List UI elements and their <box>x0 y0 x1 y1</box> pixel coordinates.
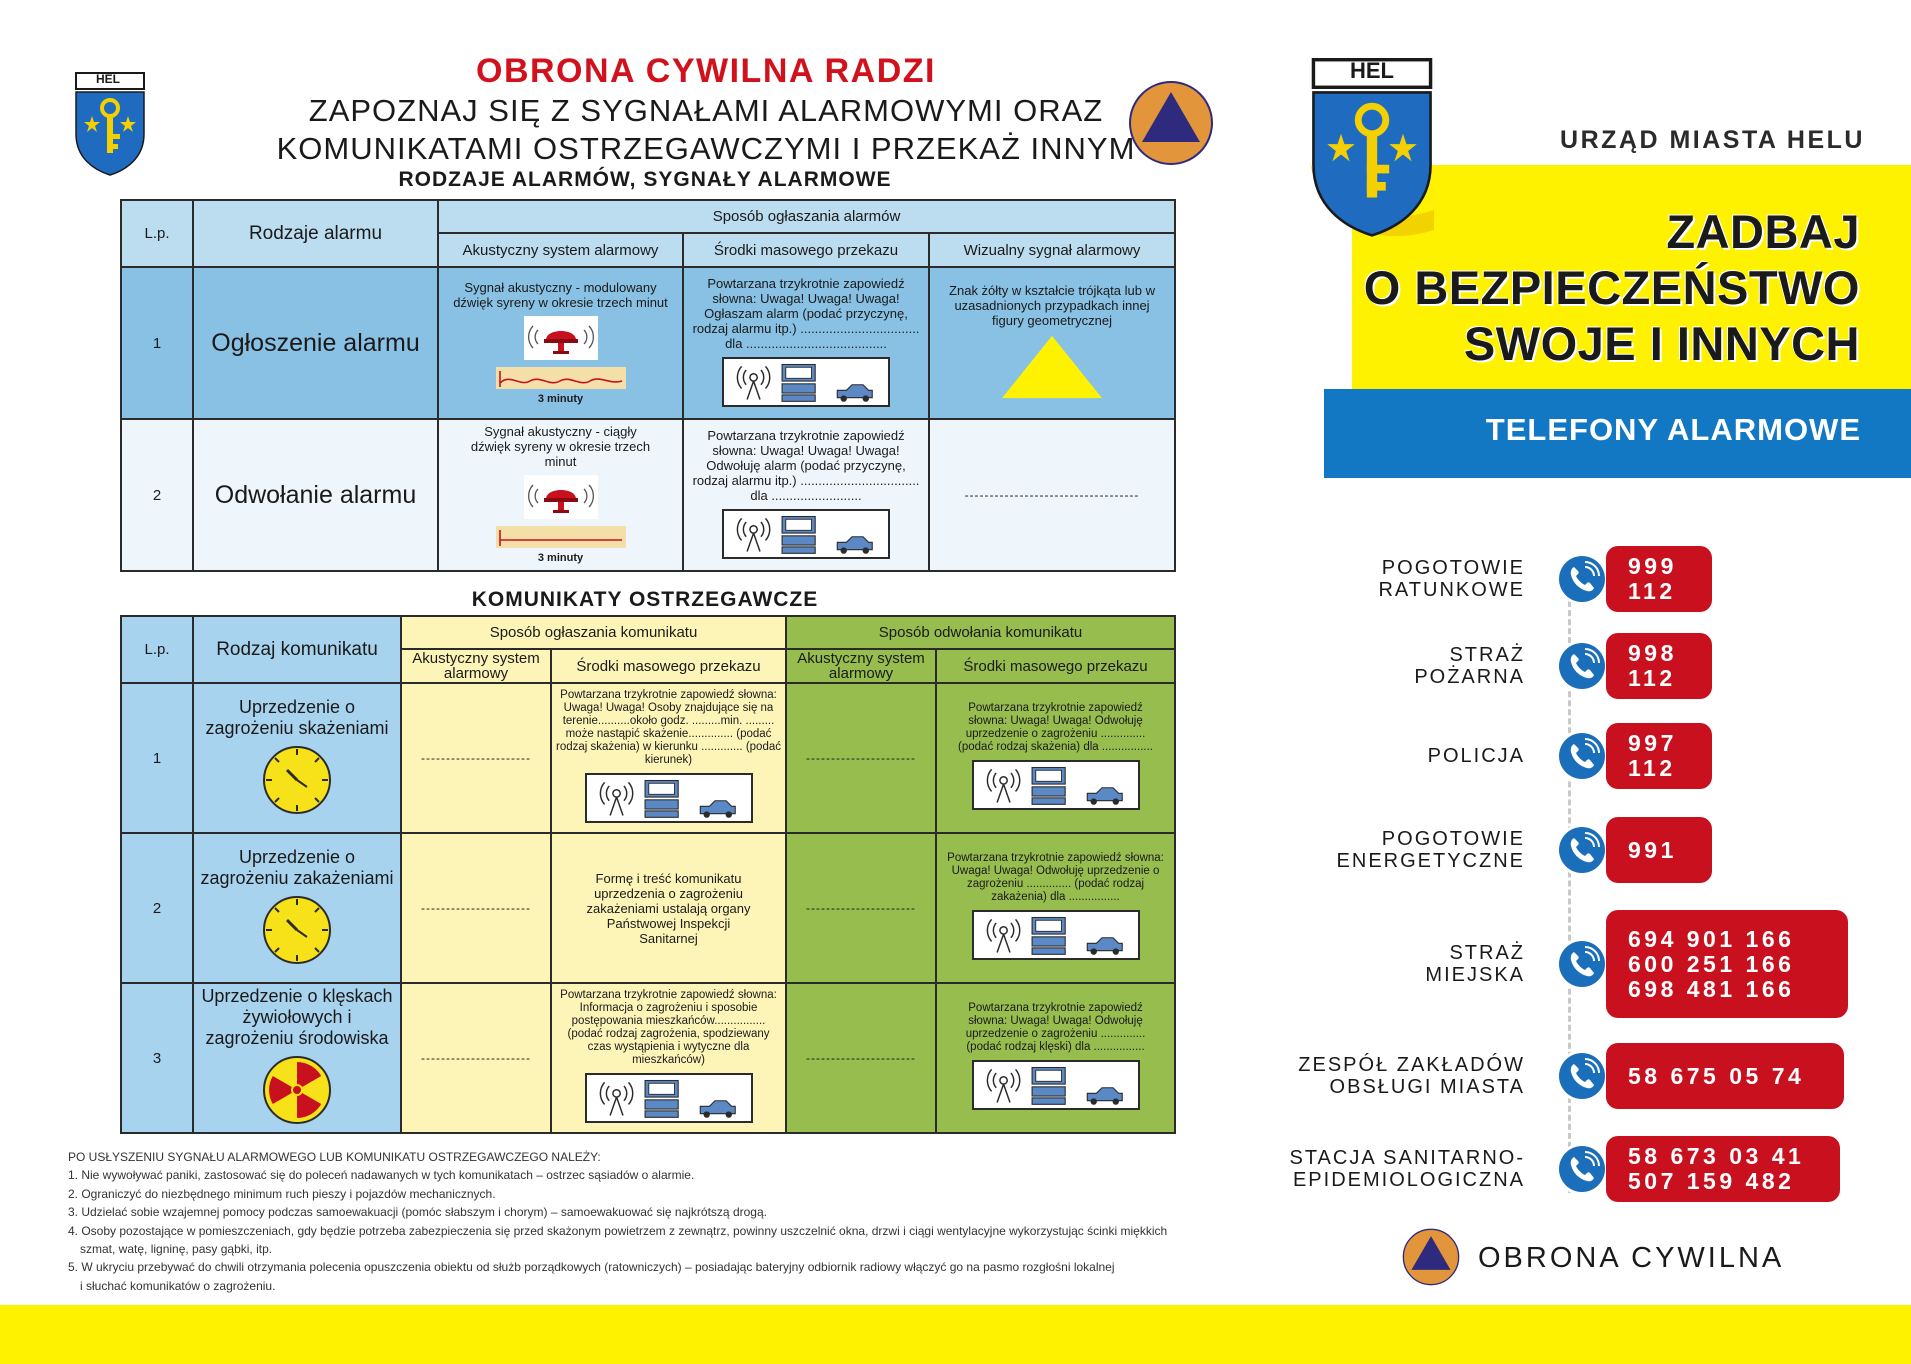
phone-icon <box>1559 827 1605 873</box>
media-channels-icon <box>585 1073 753 1123</box>
radiation-icon <box>262 1055 332 1125</box>
contact-fire-brigade <box>1300 633 1911 699</box>
slogan-line-2: O BEZPIECZEŃSTWO <box>1363 261 1860 314</box>
phone-number[interactable]: 58 673 03 41 <box>1628 1143 1805 1169</box>
phone-icon <box>1559 643 1605 689</box>
acoustic-cell <box>438 267 683 419</box>
media-channels-icon <box>972 760 1140 810</box>
row-lp: 1 <box>121 683 193 833</box>
contact-label-line: ENERGETYCZNE <box>1336 850 1525 872</box>
phone-number-box[interactable] <box>1606 723 1712 789</box>
phone-number[interactable]: 694 901 166 <box>1628 925 1795 952</box>
phone-number-box[interactable] <box>1606 817 1712 883</box>
phone-number[interactable]: 58 675 05 74 <box>1628 1062 1805 1089</box>
contact-label-line: ZESPÓŁ ZAKŁADÓW <box>1298 1054 1525 1076</box>
instruction-item: 2. Ograniczyć do niezbędnego minimum ruch pieszy i pojazdów mechanicznych. <box>68 1186 496 1201</box>
col-cancel-acoustic: Akustyczny system alarmowy <box>786 649 936 683</box>
contact-city-services <box>1300 1043 1911 1109</box>
col-cancel-media: Środki masowego przekazu <box>936 649 1175 683</box>
announce-media-cell <box>551 983 786 1133</box>
cancel-media-cell <box>936 683 1175 833</box>
phones-title: TELEFONY ALARMOWE <box>1485 412 1861 447</box>
phone-number-box[interactable] <box>1606 910 1848 1018</box>
announce-acoustic: ---------------------- <box>401 683 551 833</box>
phone-number[interactable]: 112 <box>1628 755 1676 781</box>
clock-icon <box>262 745 332 815</box>
instruction-item: 4. Osoby pozostające w pomieszczeniach, gdy będzie potrzeba zabezpieczenia się przed skażonym powietrzem z zewnątrz, powinny uszczelnić okna, drzwi i ciągi wentylacyjne wykorzystując ścinki miękkich <box>68 1223 1168 1238</box>
contact-label-line: POGOTOWIE <box>1381 557 1525 579</box>
phone-number[interactable]: 999 <box>1628 553 1677 579</box>
visual-text: Znak żółty w kształcie trójkąta lub w uzasadnionych przypadkach innej figury geometrycznej <box>949 283 1155 328</box>
col-announce-acoustic: Akustyczny system alarmowy <box>401 649 551 683</box>
row-lp: 2 <box>121 833 193 983</box>
contact-label-line: POŻARNA <box>1414 666 1525 688</box>
col-media: Środki masowego przekazu <box>683 233 929 267</box>
phone-number-box[interactable] <box>1606 546 1712 612</box>
col-lp: L.p. <box>121 616 193 683</box>
cancel-media-cell <box>936 983 1175 1133</box>
contact-ambulance <box>1300 546 1911 612</box>
alarms-table <box>120 199 1176 572</box>
instruction-item: szmat, watę, ligninę, pasy gąbki, itp. <box>80 1242 273 1257</box>
continuous-wave-icon <box>496 526 626 548</box>
phone-number[interactable]: 507 159 482 <box>1628 1168 1795 1194</box>
table-row <box>121 419 1175 571</box>
contact-label-line: EPIDEMIOLOGICZNA <box>1292 1169 1525 1191</box>
bottom-band <box>0 1305 1911 1364</box>
page-title: OBRONA CYWILNA RADZI <box>476 52 936 90</box>
slogan <box>1360 204 1860 372</box>
page-subtitle <box>226 92 1186 168</box>
col-lp: L.p. <box>121 200 193 267</box>
instructions <box>68 1148 1268 1295</box>
siren-icon <box>524 316 598 360</box>
cancel-acoustic: ---------------------- <box>786 833 936 983</box>
instructions-lead: PO USŁYSZENIU SYGNAŁU ALARMOWEGO LUB KOMUNIKATU OSTRZEGAWCZEGO NALEŻY: <box>68 1150 601 1164</box>
contact-label <box>1378 557 1525 601</box>
yellow-triangle-icon <box>1000 334 1104 400</box>
table-row <box>121 683 1175 833</box>
contact-label <box>1289 1147 1525 1191</box>
row-lp: 2 <box>121 419 193 571</box>
visual-cell: ----------------------------------- <box>929 419 1175 571</box>
alarm-name: Ogłoszenie alarmu <box>193 267 438 419</box>
contact-sanitary-station <box>1289 1136 1911 1202</box>
col-alarm-type: Rodzaje alarmu <box>193 200 438 267</box>
announce-media-text: Powtarzana trzykrotnie zapowiedź słowna: Uwaga! Uwaga! Osoby znajdujące się na terenie..........około godz. .........min. ......... może nastąpić skażenie.............. (podać rodzaj skażenia) w kierunku ............. (podać kierunek) <box>556 689 781 766</box>
contact-label-line: POLICJA <box>1427 745 1525 767</box>
clock-icon <box>262 895 332 965</box>
contact-label <box>1428 745 1525 767</box>
subtitle-line-2: KOMUNIKATAMI OSTRZEGAWCZYMI I PRZEKAŻ INNYM <box>276 131 1136 166</box>
col-announce: Sposób ogłaszania komunikatu <box>401 616 786 649</box>
contact-label-line: STACJA SANITARNO- <box>1289 1147 1525 1169</box>
acoustic-text: Sygnał akustyczny - modulowany dźwięk syreny w okresie trzech minut <box>453 279 668 310</box>
media-channels-icon <box>972 1060 1140 1110</box>
contact-label <box>1425 942 1525 986</box>
slogan-line-3: SWOJE I INNYCH <box>1463 317 1860 370</box>
phone-number-box[interactable] <box>1606 633 1712 699</box>
instruction-item: i słuchać komunikatów o zagrożeniu. <box>80 1278 276 1293</box>
phone-number[interactable]: 991 <box>1628 836 1677 863</box>
cancel-media-text: Powtarzana trzykrotnie zapowiedź słowna: Uwaga! Uwaga! Odwołuję uprzedzenie o zagrożeniu .............. (podać rodzaj klęski) dla ................ <box>965 1002 1146 1053</box>
contact-police <box>1300 723 1911 789</box>
warnings-section-title: KOMUNIKATY OSTRZEGAWCZE <box>471 588 819 611</box>
civil-defense-label: OBRONA CYWILNA <box>1478 1242 1785 1274</box>
announce-media-text: Formę i treść komunikatu uprzedzenia o zagrożeniu zakażeniami ustalają organy Państwowej Inspekcji Sanitarnej <box>551 833 786 983</box>
cancel-media-text: Powtarzana trzykrotnie zapowiedź słowna: Uwaga! Uwaga! Odwołuję uprzedzenie o zagrożeniu .............. (podać rodzaj zakażenia) dla ................ <box>947 852 1164 903</box>
contact-label-line: STRAŻ <box>1449 942 1525 964</box>
contact-label-line: RATUNKOWE <box>1378 579 1525 601</box>
civil-defense-logo-icon <box>1128 80 1214 166</box>
phone-icon <box>1559 556 1605 602</box>
table-row <box>121 833 1175 983</box>
warning-type-cell <box>193 983 401 1133</box>
alarm-name: Odwołanie alarmu <box>193 419 438 571</box>
civil-defense-logo-bottom-icon <box>1402 1228 1460 1286</box>
phone-number[interactable]: 997 <box>1628 730 1677 756</box>
phone-number[interactable]: 698 481 166 <box>1628 975 1795 1002</box>
announce-acoustic: ---------------------- <box>401 833 551 983</box>
visual-cell <box>929 267 1175 419</box>
announce-media-text: Powtarzana trzykrotnie zapowiedź słowna: Informacja o zagrożeniu i sposobie postępowania mieszkańców................ (podać rodzaj zagrożenia, spodziewany czas wystąpienia i wytyczne dla mieszkańców) <box>560 989 777 1066</box>
contact-label-line: STRAŻ <box>1449 644 1525 666</box>
media-channels-icon <box>722 357 890 407</box>
phone-icon <box>1559 733 1605 779</box>
phone-number-box[interactable] <box>1606 1043 1844 1109</box>
subtitle-line-1: ZAPOZNAJ SIĘ Z SYGNAŁAMI ALARMOWYMI ORAZ <box>308 93 1104 128</box>
phone-icon <box>1559 941 1605 987</box>
media-cell <box>683 419 929 571</box>
acoustic-text: Sygnał akustyczny - ciągły dźwięk syreny w okresie trzech minut <box>470 424 651 469</box>
warning-name: Uprzedzenie o zagrożeniu skażeniami <box>205 696 389 738</box>
phone-number[interactable]: 600 251 166 <box>1628 950 1795 977</box>
media-channels-icon <box>972 910 1140 960</box>
col-warning-type: Rodzaj komunikatu <box>193 616 401 683</box>
instruction-item: 1. Nie wywoływać paniki, zastosować się do poleceń nadawanych w tych komunikatach – ostrzec sąsiadów o alarmie. <box>68 1168 695 1183</box>
contact-label <box>1298 1054 1525 1098</box>
cancel-acoustic: ---------------------- <box>786 983 936 1133</box>
warning-name: Uprzedzenie o zagrożeniu zakażeniami <box>200 846 394 888</box>
col-cancel: Sposób odwołania komunikatu <box>786 616 1175 649</box>
cancel-acoustic: ---------------------- <box>786 683 936 833</box>
contact-energy <box>1300 817 1911 883</box>
phone-number-box[interactable] <box>1606 1136 1840 1202</box>
office-name: URZĄD MIASTA HELU <box>1560 126 1865 154</box>
contact-label-line: MIEJSKA <box>1425 964 1525 986</box>
col-acoustic: Akustyczny system alarmowy <box>438 233 683 267</box>
crest-label-large: HEL <box>1350 58 1394 83</box>
instruction-item: 3. Udzielać sobie wzajemnej pomocy podczas samoewakuacji (pomóc słabszym i chorym) – samoewakuować się najkrótszą drogą. <box>68 1205 767 1220</box>
slogan-line-1: ZADBAJ <box>1666 205 1860 258</box>
contact-label <box>1414 644 1525 688</box>
media-text: Powtarzana trzykrotnie zapowiedź słowna: Uwaga! Uwaga! Uwaga! Ogłaszam alarm (podać przyczynę, rodzaj alarmu itp.) ................................. dla ....................................... <box>692 276 920 351</box>
phone-number[interactable]: 112 <box>1628 665 1676 691</box>
warning-type-cell <box>193 833 401 983</box>
table-row <box>121 267 1175 419</box>
modulated-wave-icon <box>496 367 626 389</box>
announce-media-cell <box>551 683 786 833</box>
acoustic-cell <box>438 419 683 571</box>
duration-label: 3 minuty <box>537 552 584 564</box>
announce-acoustic: ---------------------- <box>401 983 551 1133</box>
media-cell <box>683 267 929 419</box>
col-visual: Wizualny sygnał alarmowy <box>929 233 1175 267</box>
media-channels-icon <box>722 509 890 559</box>
contact-label <box>1337 828 1525 872</box>
duration-label: 3 minuty <box>537 392 584 405</box>
cancel-media-text: Powtarzana trzykrotnie zapowiedź słowna: Uwaga! Uwaga! Odwołuję uprzedzenie o zagrożeniu .............. (podać rodzaj skażenia) dla ................ <box>958 702 1153 753</box>
col-alarm-method: Sposób ogłaszania alarmów <box>438 200 1175 233</box>
phone-number[interactable]: 998 <box>1628 640 1677 666</box>
crest-label: HEL <box>96 72 120 86</box>
media-text: Powtarzana trzykrotnie zapowiedź słowna: Uwaga! Uwaga! Uwaga! Odwołuję alarm (podać przyczynę, rodzaj alarmu itp.) ................................. dla ......................... <box>692 428 920 503</box>
phone-icon <box>1559 1053 1605 1099</box>
alarms-section-title: RODZAJE ALARMÓW, SYGNAŁY ALARMOWE <box>398 168 892 191</box>
siren-icon <box>524 475 598 519</box>
phone-number[interactable]: 112 <box>1628 578 1676 604</box>
contact-label-line: OBSŁUGI MIASTA <box>1329 1076 1525 1098</box>
row-lp: 3 <box>121 983 193 1133</box>
warnings-table <box>120 615 1176 1134</box>
cancel-media-cell <box>936 833 1175 983</box>
hel-crest-small-icon <box>74 72 146 176</box>
instruction-item: 5. W ukryciu przebywać do chwili otrzymania polecenia opuszczenia obiektu od służb porządkowych (ratowniczych) – posiadając bateryjny odbiornik radiowy włączyć go na pasmo rozgłośni lokalnej <box>68 1260 1115 1275</box>
row-lp: 1 <box>121 267 193 419</box>
contact-city-guard <box>1300 910 1911 1018</box>
warning-type-cell <box>193 683 401 833</box>
warning-name: Uprzedzenie o klęskach żywiołowych i zagrożeniu środowiska <box>201 986 393 1048</box>
phone-icon <box>1559 1146 1605 1192</box>
media-channels-icon <box>585 773 753 823</box>
table-row <box>121 983 1175 1133</box>
col-announce-media: Środki masowego przekazu <box>551 649 786 683</box>
contact-label-line: POGOTOWIE <box>1381 828 1525 850</box>
